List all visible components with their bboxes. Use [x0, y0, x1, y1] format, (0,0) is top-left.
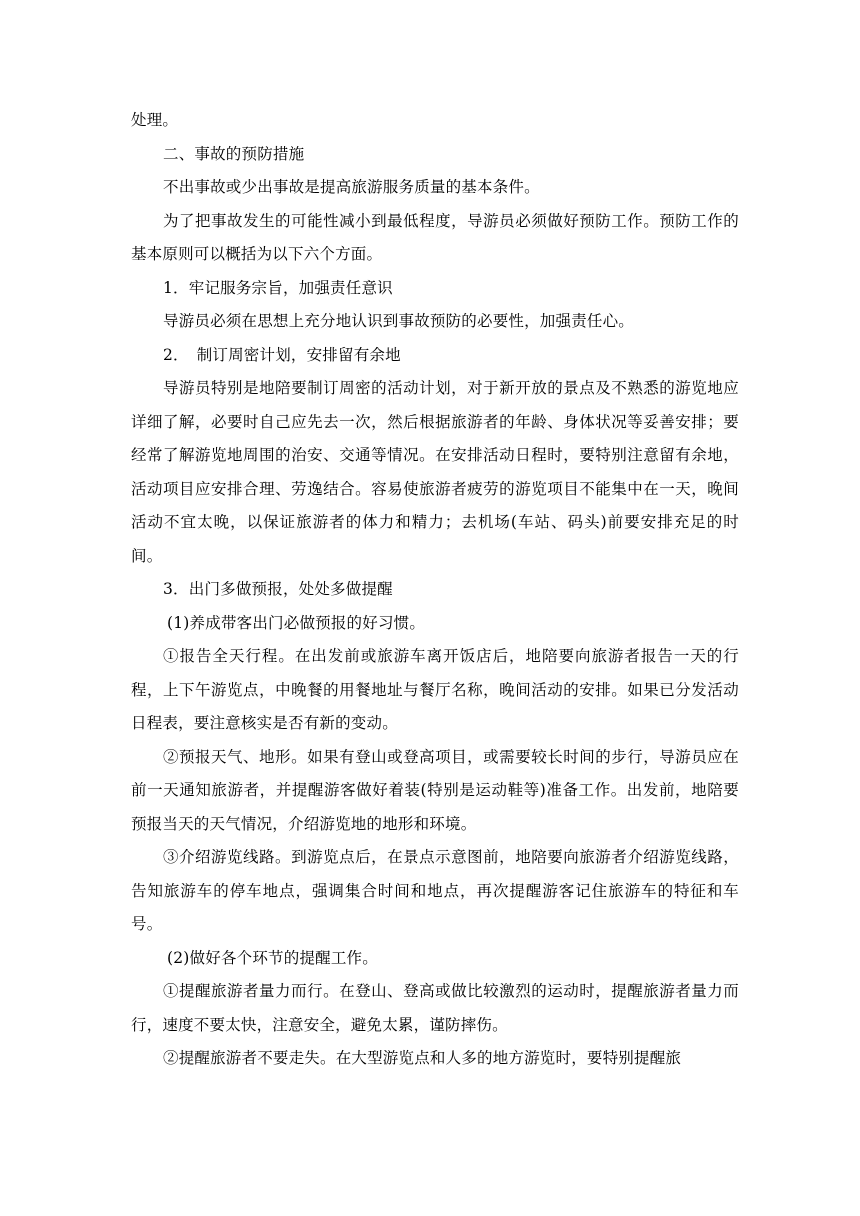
list-item: ②预报天气、地形。如果有登山或登高项目，或需要较长时间的步行，导游员应在前一天通知旅游者，并提醒游客做好着装(特别是运动鞋等)准备工作。出发前，地陪要预报当天的天气情况，介绍游览地的地形和环境。: [131, 747, 739, 833]
list-heading: (2)做好各个环节的提醒工作。: [167, 948, 378, 967]
paragraph: 为了把事故发生的可能性减小到最低程度，导游员必须做好预防工作。预防工作的基本原则可以概括为以下六个方面。: [131, 211, 739, 263]
paragraph: 导游员特别是地陪要制订周密的活动计划，对于新开放的景点及不熟悉的游览地应详细了解，必要时自己应先去一次，然后根据旅游者的年龄、身体状况等妥善安排；要经常了解游览地周围的治安、交通等情况。在安排活动日程时，要特别注意留有余地，活动项目应安排合理、劳逸结合。容易使旅游者疲劳的游览项目不能集中在一天，晚间活动不宜太晚，以保证旅游者的体力和精力；去机场(车站、码头)前要安排充足的时间。: [131, 379, 739, 565]
list-item: ②提醒旅游者不要走失。在大型游览点和人多的地方游览时，要特别提醒旅: [163, 1049, 682, 1067]
list-heading: (1)养成带客出门必做预报的好习惯。: [167, 613, 426, 632]
paragraph-continuation: 处理。: [131, 111, 179, 129]
list-item: ①提醒旅游者量力而行。在登山、登高或做比较激烈的运动时，提醒旅游者量力而行，速度不要太快，注意安全，避免太累，谨防摔伤。: [131, 982, 739, 1034]
document-body: [131, 104, 739, 1076]
section-heading: 二、事故的预防措施: [163, 144, 305, 163]
subsection-heading: 2． 制订周密计划，安排留有余地: [163, 345, 401, 364]
subsection-heading: 1．牢记服务宗旨，加强责任意识: [163, 278, 393, 297]
list-item: ③介绍游览线路。到游览点后，在景点示意图前，地陪要向旅游者介绍游览线路，告知旅游车的停车地点，强调集合时间和地点，再次提醒游客记住旅游车的特征和车号。: [131, 848, 739, 933]
paragraph: 不出事故或少出事故是提高旅游服务质量的基本条件。: [163, 178, 540, 196]
subsection-heading: 3．出门多做预报，处处多做提醒: [163, 580, 393, 598]
list-item: ①报告全天行程。在出发前或旅游车离开饭店后，地陪要向旅游者报告一天的行程，上下午游览点，中晚餐的用餐地址与餐厅名称，晚间活动的安排。如果已分发活动日程表，要注意核实是否有新的变动。: [131, 647, 739, 732]
paragraph: 导游员必须在思想上充分地认识到事故预防的必要性，加强责任心。: [163, 312, 635, 330]
